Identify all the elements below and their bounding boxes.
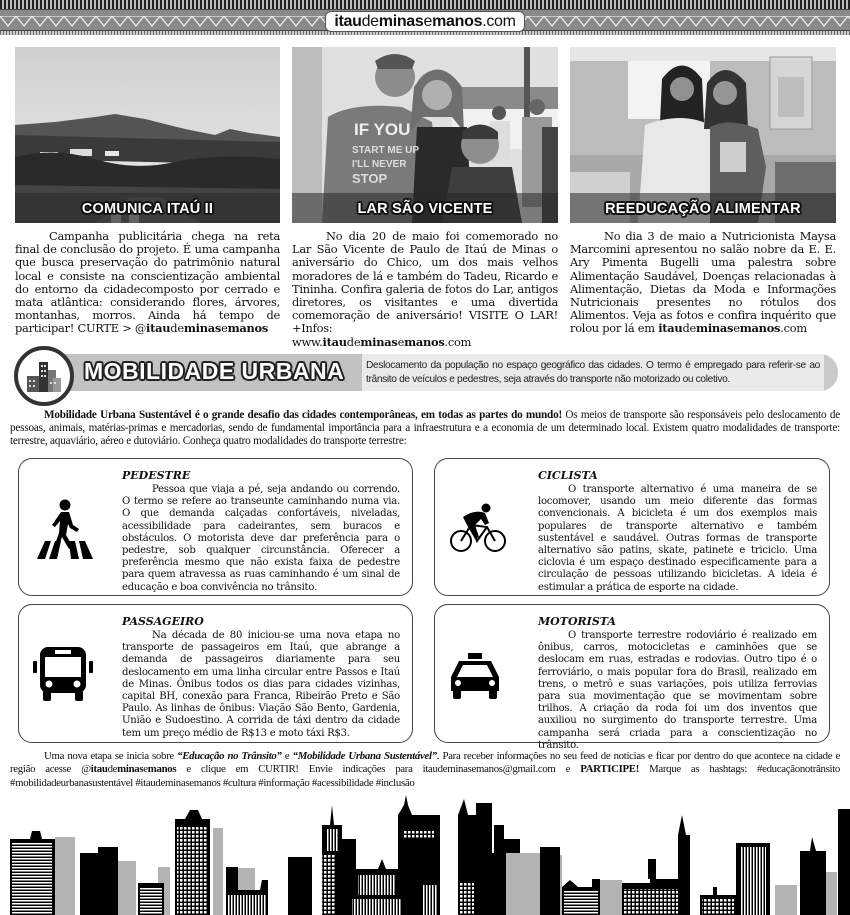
link-part: www. <box>292 334 323 349</box>
masthead-band <box>0 0 850 36</box>
story-text: No dia 3 de maio a Nutricionista Maysa Marcomini apresentou no salão nobre da E. E. Ary Pimenta Bugelli uma palestra sobre Alimentação Saudável, Doenças relacionadas à Alimentação, Dietas da Moda e Informações Nutricionais presentes no rótulos dos Alimentos. Veja as fotos e confira inquérito que rolou por lá em <box>570 229 836 336</box>
info-box-heading: MOTORISTA <box>538 615 616 628</box>
handle-part: manos <box>147 763 177 776</box>
facebook-handle-link[interactable] <box>91 763 177 775</box>
link-part: itau <box>322 334 347 349</box>
participe-callout: PARTICIPE! <box>580 763 639 776</box>
info-box-content <box>538 615 817 752</box>
svg-text:START ME UP: START ME UP <box>352 145 420 156</box>
closing-paragraph <box>10 750 840 790</box>
closing-text: e clique em CURTIR! Envie indicações para itaudeminasemanos@gmail.com e <box>176 763 581 776</box>
city-skyline-icon <box>0 795 850 915</box>
link-part: e <box>397 334 405 349</box>
story-photo-group <box>292 47 558 223</box>
link-part: manos <box>404 334 445 349</box>
svg-text:STOP: STOP <box>352 171 388 186</box>
closing-quote: “Mobilidade Urbana Sustentável” <box>292 750 437 762</box>
story-lar-sao-vicente <box>292 47 558 349</box>
info-box-content <box>122 469 400 594</box>
section-header-mobilidade <box>8 346 842 402</box>
section-title: MOBILIDADE URBANA <box>84 358 345 384</box>
website-link[interactable] <box>658 321 807 335</box>
story-text: Campanha publicitária chega na reta final de conclusão do projeto. É uma campanha que busca preservação do patrimônio natural local e consiste na conscientização ambiental do entorno da cidadecomposto por cerrado e mata atlântica: considerando flores, árvores, montanhas, morros. Ainda há tempo de participar! CURTE > @ <box>15 229 280 336</box>
link-part: minas <box>696 321 734 336</box>
site-name-part: itau <box>334 13 362 30</box>
info-box-text <box>122 630 400 740</box>
info-box-body: O transporte terrestre rodoviário é realizado em ônibus, carros, motocicletas e caminhões que se deslocam em ruas, estradas e rodovias. Outro tipo é o ferroviário, o mais popular fora do Brasil, realizado em trens, o metrô e suas variações, pois utiliza ferrovias para sua movimentação que se movimentam sobre trilhos. A criação da roda foi um dos inventos que auxiliou no surgimento do transporte terrestre. Uma campanha será criada para a conscientização no trânsito. <box>538 630 817 751</box>
intro-headline: Mobilidade Urbana Sustentável é o grande desafio das cidades contemporâneas, em todas as partes do mundo! <box>44 409 562 421</box>
closing-hashtags: Marque as hashtags: #educaçãonotrânsito #mobilidadeurbanasustentável #itaudeminasemanos #cultura #informação #acessibilidade #inclusão <box>10 763 841 789</box>
info-box-motorista <box>434 604 830 751</box>
handle-part: minas <box>183 321 222 336</box>
story-photo-nutrition <box>570 47 836 223</box>
story-reeducacao-alimentar <box>570 47 836 336</box>
handle-part: e <box>143 763 148 776</box>
masthead-teeth-border <box>0 0 850 9</box>
story-body <box>570 230 836 336</box>
info-box-text <box>122 484 400 594</box>
story-body <box>15 230 280 336</box>
link-part: manos <box>739 321 781 336</box>
story-photo-landscape <box>15 47 280 223</box>
handle-part: manos <box>227 321 269 336</box>
story-caption: COMUNICA ITAÚ II <box>81 201 214 217</box>
info-box-text <box>538 630 817 752</box>
intro-text: Os meios de transporte são responsáveis pelo deslocamento de pessoas, animais, matérias-primas e mercadorias, sendo de fundamental importância para a infraestrutura e a economia de um determinado local. Existem quatro modalidades de transporte: terrestre, aquaviário, aéreo e dutoviário. Conheça quatro modalidades do transporte terrestre: <box>10 409 840 447</box>
cyclist-icon <box>449 503 507 553</box>
link-part: minas <box>360 334 398 349</box>
info-box-body: Pessoa que viaja a pé, seja andando ou correndo. O termo se refere ao transeunte caminhando numa via. O que demanda calçadas confortáveis, niveladas, acessibilidade para cadeirantes, sem buracos e obstáculos. O motorista deve dar preferência para o pedestre, sob qualquer circunstância. Oferecer a preferência mesmo que não exista faixa de pedestre para quem atravessa as ruas caminhando é um sinal de educação e boa convivência no trânsito. <box>122 484 400 593</box>
story-comunica-itau <box>15 47 280 336</box>
buildings-icon <box>27 362 61 392</box>
site-name-part: de <box>361 13 379 30</box>
site-name-part: .com <box>482 13 516 30</box>
section-icon-circle <box>14 346 74 406</box>
link-part: .com <box>444 334 472 349</box>
info-box-content <box>538 469 817 594</box>
info-box-content <box>122 615 400 740</box>
info-box-body: O transporte alternativo é uma maneira de se locomover, usando um meio diferente das formas convencionais. A bicicleta é um dos exemplos mais populares de transporte alternativo e também sustentável e saudável. Outras formas de transporte alternativo são patins, skate, patinete e triciclo. Uma ciclovia é um espaço destinado especificamente para a circulação de pessoas utilizando bicicletas. A ideia é estimular a prática de esporte na cidade. <box>538 484 817 593</box>
taxi-icon <box>449 653 501 701</box>
site-name-badge[interactable] <box>325 11 525 32</box>
handle-part: de <box>170 321 184 336</box>
handle-part: de <box>107 763 118 776</box>
story-caption: REEDUCAÇÃO ALIMENTAR <box>605 201 801 217</box>
handle-part: e <box>221 321 228 336</box>
info-box-heading: PEDESTRE <box>122 469 191 482</box>
site-name-part: minas <box>378 13 424 30</box>
info-box-heading: PASSAGEIRO <box>122 615 204 628</box>
link-part: itau <box>658 321 683 336</box>
site-name-part: manos <box>432 13 483 30</box>
info-box-ciclista <box>434 458 830 596</box>
story-body <box>292 230 558 349</box>
bus-icon <box>33 647 93 701</box>
pedestrian-crossing-icon <box>33 499 97 559</box>
handle-part: itau <box>146 321 171 336</box>
handle-part: itau <box>90 763 108 776</box>
closing-text: . Para receber informações no seu feed de notícias e ficar por dentro do que acontece na cidade e região acesse @ <box>10 750 840 776</box>
closing-text: Uma nova etapa se inicia sobre <box>44 750 178 762</box>
info-box-passageiro <box>18 604 413 743</box>
svg-text:I'LL NEVER: I'LL NEVER <box>352 159 407 170</box>
link-part: e <box>733 321 740 336</box>
closing-text: e <box>281 750 293 762</box>
site-name-part: e <box>423 13 433 30</box>
info-box-body: Na década de 80 iniciou-se uma nova etapa no transporte de passageiros em Itaú, que abrange a demanda de passageiros diariamente para seu deslocamento em uma linha circular entre Passos e Itaú de Minas. Ônibus todos os dias para cidades vizinhas, capital BH, conexão para Franca, Ribeirão Preto e São Paulo. As linhas de ônibus: Viação São Bento, Gardenia, União e Sudoestino. A corrida de táxi dentro da cidade tem um preço médio de R$13 e moto táxi R$3. <box>122 630 400 739</box>
svg-text:IF YOU: IF YOU <box>354 120 411 139</box>
info-box-pedestre <box>18 458 413 596</box>
handle-part: minas <box>117 763 144 776</box>
facebook-handle-link[interactable] <box>146 321 268 335</box>
story-caption: LAR SÃO VICENTE <box>357 201 493 217</box>
link-part: de <box>682 321 697 336</box>
story-text: No dia 20 de maio foi comemorado no Lar São Vicente de Paulo de Itaú de Minas o aniversário do Chico, um dos mais velhos moradores de lá e também do Tadeu, Ricardo e Tininha. Confira galeria de fotos do Lar, antigos diretores, os visitantes e uma divertida comemoração de aniversário! VISITE O LAR! +Infos: <box>292 229 558 336</box>
info-box-text <box>538 484 817 594</box>
info-box-heading: CICLISTA <box>538 469 598 482</box>
intro-paragraph <box>10 409 840 448</box>
link-part: .com <box>780 321 807 336</box>
section-description: Deslocamento da população no espaço geográfico das cidades. O termo é empregado para referir-se ao trânsito de veículos e pedestres, seja através do transporte não motorizado ou coletivo. <box>366 360 820 385</box>
closing-quote: “Educação no Trânsito” <box>177 750 282 762</box>
link-part: de <box>346 334 361 349</box>
